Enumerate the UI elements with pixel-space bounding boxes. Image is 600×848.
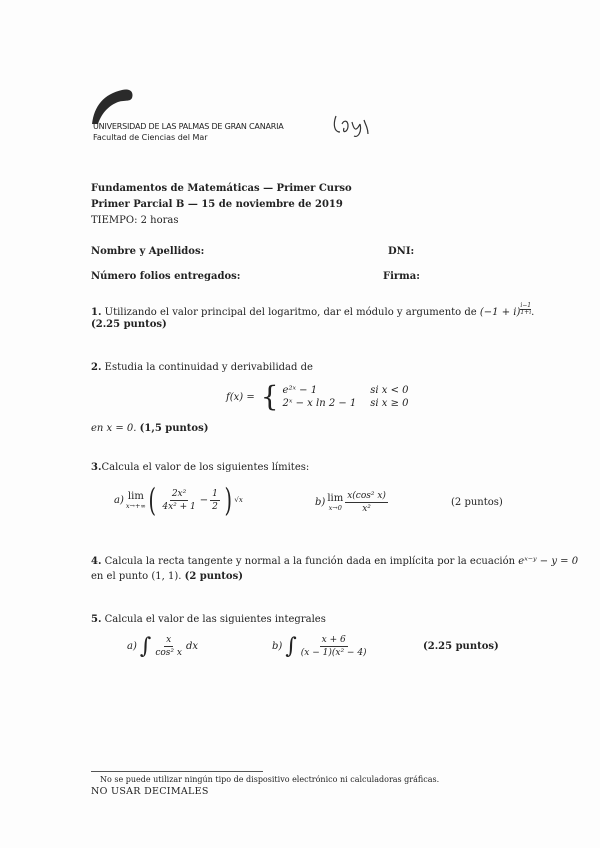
q5-points: (2.25 puntos) <box>423 641 499 652</box>
q4-line2 <box>91 571 243 582</box>
frac-num: 1 <box>212 488 218 499</box>
frac-den: 4x² + 1 <box>162 501 196 512</box>
question-number: 2. <box>91 362 102 373</box>
lim-sub: x→+∞ <box>125 501 146 510</box>
q3-limit-b <box>315 490 390 515</box>
q2-case1-cond: si x < 0 <box>370 385 409 396</box>
q5-a-label: a) <box>127 641 137 652</box>
q1-exp-num: i−1 <box>520 302 532 309</box>
q5-a-frac <box>153 634 184 659</box>
frac-num: x(cos² x) <box>347 491 386 501</box>
q5-b-frac <box>299 634 369 659</box>
question-2 <box>91 362 313 373</box>
faculty-name: Facultad de Ciencias del Mar <box>93 133 208 142</box>
q3-b-frac <box>345 490 388 515</box>
q5-a-dx: dx <box>185 641 199 652</box>
frac-den: 2 <box>212 501 218 512</box>
question-5 <box>91 614 326 625</box>
lim-sub: x→0 <box>328 504 342 512</box>
integral-icon: ∫ <box>285 634 297 659</box>
minus-sign: − <box>199 494 209 506</box>
q3-a-exp: √x <box>234 496 243 504</box>
university-logo <box>88 86 136 126</box>
frac-den: x² <box>362 504 371 514</box>
frac-den: cos² x <box>155 648 182 658</box>
lim-text: lim <box>127 490 144 502</box>
q3-b-lim <box>327 493 343 512</box>
footnote-divider <box>91 771 263 772</box>
period: . <box>531 307 535 318</box>
question-text: Calcula la recta tangente y normal a la función dada en implícita por la ecuación <box>104 556 516 567</box>
signature-field-label: Firma: <box>383 271 420 282</box>
frac-num: 2x² <box>171 488 187 499</box>
footer-warning: NO USAR DECIMALES <box>91 786 209 797</box>
left-paren-icon: ( <box>148 481 156 519</box>
footnote-text: No se puede utilizar ningún tipo de dispositivo electrónico ni calculadoras gráficas. <box>100 775 440 784</box>
q5-integral-b <box>272 634 371 659</box>
left-brace-icon: { <box>260 380 279 413</box>
q2-footer <box>91 423 208 434</box>
name-field-label: Nombre y Apellidos: <box>91 246 205 257</box>
folios-field-label: Número folios entregados: <box>91 271 241 282</box>
q3-a-lim <box>126 491 146 510</box>
integral-icon: ∫ <box>139 634 152 659</box>
university-name: UNIVERSIDAD DE LAS PALMAS DE GRAN CANARIA <box>93 122 284 131</box>
q2-case1-expr: e²ˣ − 1 <box>282 385 318 396</box>
dni-field-label: DNI: <box>388 246 415 257</box>
question-text: Estudia la continuidad y derivabilidad de <box>104 362 313 373</box>
course-title: Fundamentos de Matemáticas — Primer Curso <box>91 183 352 194</box>
q3-a-frac2 <box>210 488 220 513</box>
frac-den: (x − 1)(x² − 4) <box>300 648 367 658</box>
q3-a-label: a) <box>114 494 124 506</box>
question-text: Utilizando el valor principal del logaritmo, dar el módulo y argumento de <box>104 307 477 318</box>
q1-points: (2.25 puntos) <box>91 319 167 330</box>
q5-integral-a <box>127 634 198 659</box>
q3-limit-a <box>114 481 243 519</box>
question-text: Calcula el valor de los siguientes límites: <box>101 462 310 473</box>
q3-b-label: b) <box>315 497 326 508</box>
exam-time: TIEMPO: 2 horas <box>91 215 179 226</box>
frac-num: x + 6 <box>321 635 346 645</box>
faculty-seal-icon <box>330 112 372 138</box>
exam-date: Primer Parcial B — 15 de noviembre de 2019 <box>91 199 343 210</box>
question-number: 4. <box>91 556 102 567</box>
question-1 <box>91 303 534 318</box>
q3-points: (2 puntos) <box>451 497 503 508</box>
right-paren-icon: ) <box>224 481 232 519</box>
q2-points: (1,5 puntos) <box>139 423 209 434</box>
question-text: Calcula el valor de las siguientes integrales <box>104 614 326 625</box>
q4-points: (2 puntos) <box>184 571 243 582</box>
question-number: 3. <box>91 462 102 473</box>
lim-text: lim <box>327 493 344 504</box>
q5-b-label: b) <box>272 641 283 652</box>
q2-case2-expr: 2ˣ − x ln 2 − 1 <box>282 398 357 409</box>
question-3 <box>91 462 309 473</box>
q2-fx: f(x) = <box>226 391 255 403</box>
q4-equation: eˣ⁻ʸ − y = 0 <box>518 556 579 567</box>
question-4 <box>91 556 578 567</box>
q1-exp-den: 1+i <box>520 309 532 316</box>
q1-expression: (−1 + i) <box>479 307 521 318</box>
question-number: 5. <box>91 614 102 625</box>
question-number: 1. <box>91 307 102 318</box>
q2-after: en x = 0. <box>91 423 137 434</box>
q4-point: en el punto (1, 1). <box>91 571 182 582</box>
q2-case2-cond: si x ≥ 0 <box>370 398 409 409</box>
q3-a-frac1 <box>160 488 197 513</box>
q2-piecewise <box>226 380 409 413</box>
frac-num: x <box>166 635 172 645</box>
